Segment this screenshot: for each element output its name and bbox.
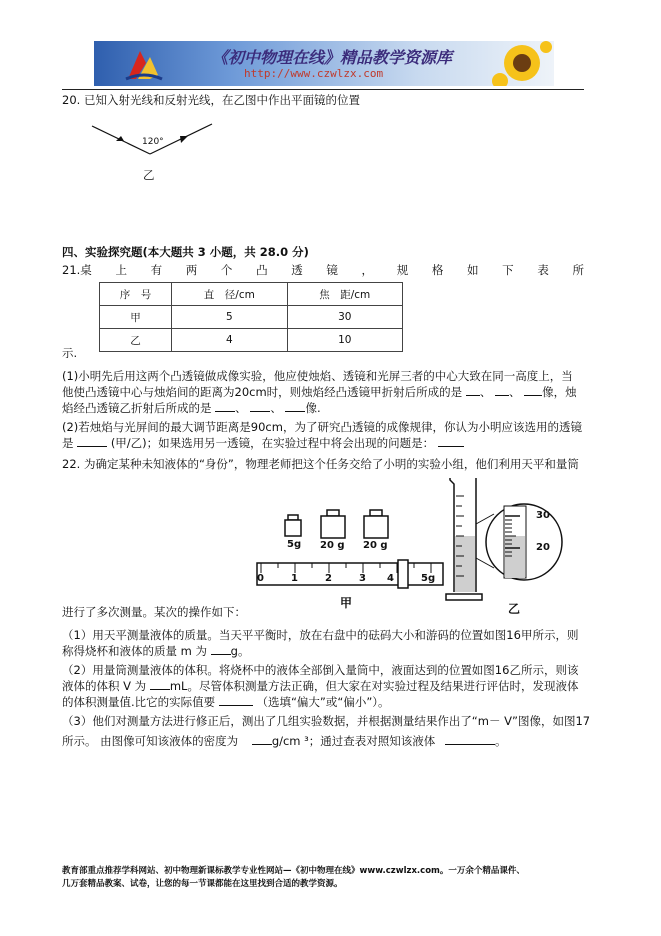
text: 是: [62, 436, 74, 450]
table-row: [100, 306, 403, 329]
q21-intro: [62, 262, 584, 278]
q22-ops: 进行了多次测量。某次的操作如下：: [62, 605, 246, 619]
table-header: 序 号: [100, 283, 172, 306]
text: mL。尽管体积测量方法正确，但大家在对实验过程及结果进行评估时，发现液体: [169, 679, 579, 693]
table-header-row: [100, 283, 403, 306]
answer-blank[interactable]: [219, 694, 253, 706]
graduated-cylinder-figure: [442, 476, 572, 616]
banner-title: 《初中物理在线》精品教学资源库: [212, 48, 453, 67]
text: g/cm ³；通过查表对照知该液体: [271, 734, 436, 748]
q21-p2-line1: (2)若烛焰与光屏间的最大调节距离是90cm，为了研究凸透镜的成像规律，你认为小明应该选用的透镜: [62, 420, 582, 434]
q21-char: 镜: [326, 263, 338, 277]
footer-line2: 几万套精品教案、试卷，让您的每一节课都能在这里找到合适的教学资源。: [62, 879, 343, 889]
figure-label-yi: 乙: [508, 602, 521, 616]
text: g。: [230, 644, 250, 658]
site-logo-icon: [122, 45, 166, 83]
table-cell: 甲: [100, 306, 172, 329]
q21-char: 透: [291, 263, 303, 277]
q21-char: 有: [150, 263, 163, 277]
answer-blank[interactable]: [211, 643, 231, 655]
q20-angle: 120°: [142, 137, 164, 147]
text: 称得烧杯和液体的质量 m 为: [62, 644, 208, 658]
table-header: 焦 距/cm: [287, 283, 402, 306]
answer-blank[interactable]: [252, 733, 272, 745]
banner-url: http://www.czwlzx.com: [244, 67, 384, 80]
answer-blank[interactable]: [215, 400, 235, 412]
q22-intro: 22. 为确定某种未知液体的“身份”，物理老师把这个任务交给了小明的实验小组，他们利用天平和量筒: [62, 457, 579, 471]
q21-char: 规: [396, 263, 409, 277]
q21-p2-line2: [62, 435, 464, 451]
q21-p1-line1: (1)小明先后用这两个凸透镜做成像实验，他应使烛焰、透镜和光屏三者的中心大致在同一高度上，当: [62, 369, 573, 383]
rider-icon: [398, 560, 408, 588]
q21-char: 21.桌: [62, 263, 92, 277]
cylinder-mark: 30: [536, 510, 550, 521]
table-cell: 4: [172, 329, 287, 352]
q22-s3-line2: [62, 733, 506, 749]
answer-blank[interactable]: [438, 435, 464, 447]
ruler-tick: 2: [325, 573, 332, 584]
text: 像，烛: [542, 385, 577, 399]
q22-s2-line3: [62, 694, 390, 710]
q21-char: 表: [537, 263, 549, 277]
weight-label: 20 g: [363, 540, 388, 551]
table-header: 直 径/cm: [172, 283, 287, 306]
figure-label-jia: 甲: [340, 596, 353, 610]
cylinder-mark: 20: [536, 542, 550, 553]
ruler-tick: 4: [387, 573, 394, 584]
q21-char: 如: [467, 263, 479, 277]
header-banner: [94, 41, 554, 86]
arrow-icon: [180, 136, 188, 143]
answer-blank[interactable]: [250, 400, 270, 412]
q22-s3-line1: （3）他们对测量方法进行修正后，测出了几组实验数据，并根据测量结果作出了“m－ V”图像，如图17: [62, 714, 591, 728]
q22-s2-line1: （2）用量筒测量液体的体积。将烧杯中的液体全部倒入量筒中，液面达到的位置如图16乙所示，则该: [62, 663, 579, 677]
answer-blank[interactable]: [524, 384, 542, 396]
ruler-tick: 5g: [421, 573, 436, 584]
q21-char: 上: [115, 263, 127, 277]
ruler-tick: 3: [359, 573, 366, 584]
q21-char: 凸: [256, 263, 268, 277]
answer-blank[interactable]: [285, 400, 305, 412]
q22-s2-line2: [62, 678, 578, 694]
footer-line1: 教育部重点推荐学科网站、初中物理新课标教学专业性网站—《初中物理在线》www.czwlzx.com。一万余个精品课件、: [62, 866, 525, 876]
text: 像.: [305, 401, 321, 415]
text: 的体积测量值.比它的实际值要: [62, 695, 216, 709]
q22-s1-line1: （1）用天平测量液体的质量。当天平平衡时，放在右盘中的砝码大小和游码的位置如图16甲所示，则: [62, 628, 579, 642]
table-row: [100, 329, 403, 352]
q20-label: 乙: [143, 168, 155, 182]
text: 焰经凸透镜乙折射后所成的是: [62, 401, 212, 415]
ruler-tick: 1: [291, 573, 298, 584]
weight-label: 5g: [287, 539, 302, 550]
header-rule: [62, 89, 584, 90]
q21-char: 下: [502, 263, 514, 277]
answer-blank[interactable]: [77, 435, 107, 447]
q21-char: ，: [361, 263, 374, 277]
text: （选填“偏大”或“偏小”）。: [256, 695, 390, 709]
balance-weights-figure: [255, 505, 445, 600]
text: 液体的体积 V 为: [62, 679, 147, 693]
answer-blank[interactable]: [495, 384, 509, 396]
weight-label: 20 g: [320, 540, 345, 551]
answer-blank[interactable]: [466, 384, 480, 396]
table-cell: 30: [287, 306, 402, 329]
section-heading: 四、实验探究题(本大题共 3 小题，共 28.0 分): [62, 245, 309, 259]
q21-char: 两: [185, 263, 198, 277]
answer-blank[interactable]: [445, 733, 495, 745]
q21-p1-line3: [62, 400, 321, 416]
text: 所示。 由图像可知该液体的密度为: [62, 734, 239, 748]
text: 、: [235, 401, 247, 415]
q21-intro-end: 示.: [62, 346, 78, 360]
q22-s1-line2: [62, 643, 249, 659]
text: 、: [508, 385, 521, 399]
q21-char: 格: [431, 263, 444, 277]
text: (甲/乙)；如果选用另一透镜，在实验过程中将会出现的问题是：: [110, 436, 435, 450]
table-cell: 乙: [100, 329, 172, 352]
lens-spec-table: [99, 282, 403, 352]
text: 、: [270, 401, 282, 415]
text: 。: [494, 734, 507, 748]
q21-char: 所: [572, 263, 584, 277]
answer-blank[interactable]: [150, 678, 170, 690]
q20-text: 20. 已知入射光线和反射光线，在乙图中作出平面镜的位置: [62, 93, 360, 107]
q21-char: 个: [220, 263, 233, 277]
text: 他使凸透镜中心与烛焰间的距离为20cm时，则烛焰经凸透镜甲折射后所成的是: [62, 385, 463, 399]
ruler-tick: 0: [257, 573, 264, 584]
text: 、: [479, 385, 492, 399]
sunflower-icon: [490, 41, 554, 86]
q21-p1-line2: [62, 384, 577, 400]
table-cell: 10: [287, 329, 402, 352]
table-cell: 5: [172, 306, 287, 329]
